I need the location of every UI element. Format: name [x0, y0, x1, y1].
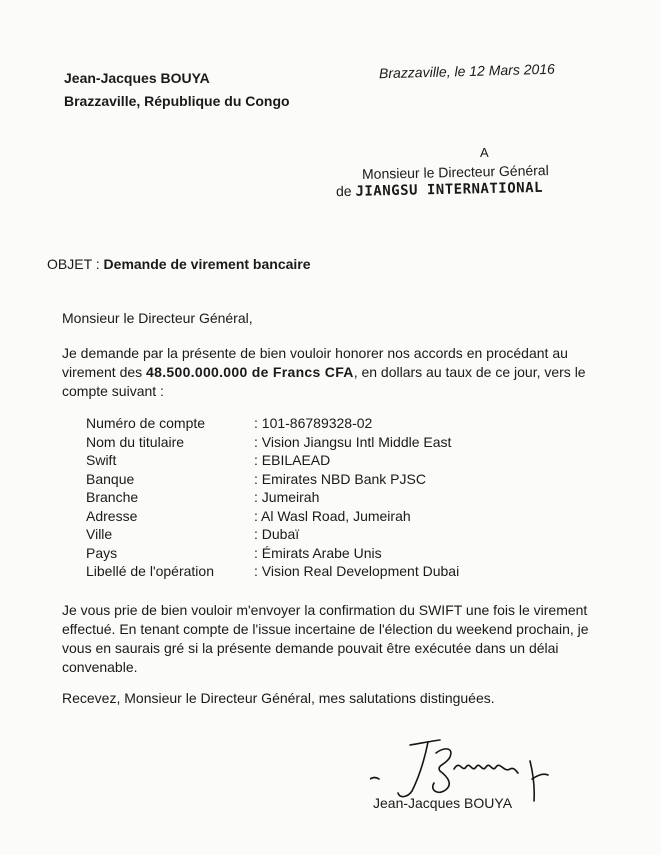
detail-label: Banque: [86, 470, 135, 487]
sender-name: Jean-Jacques BOUYA: [64, 70, 210, 86]
detail-row: [86, 562, 459, 581]
subject-line: [47, 256, 311, 272]
recipient-company: JIANGSU INTERNATIONAL: [355, 179, 544, 200]
place-date: Brazzaville, le 12 Mars 2016: [378, 60, 556, 82]
detail-value: : Al Wasl Road, Jumeirah: [254, 507, 411, 524]
recipient-title: Monsieur le Directeur Général: [361, 162, 549, 182]
detail-row: [86, 525, 459, 544]
account-details: [86, 414, 459, 581]
detail-row: [86, 414, 459, 433]
greeting: Monsieur le Directeur Général,: [62, 310, 253, 326]
detail-value: : Dubaï: [254, 526, 300, 542]
closing-salutation: Recevez, Monsieur le Directeur Général, mes salutations distinguées.: [62, 690, 495, 706]
detail-value: : Jumeirah: [254, 489, 320, 505]
detail-row: [86, 488, 459, 507]
detail-row: [86, 544, 459, 563]
detail-value: : Émirats Arabe Unis: [254, 544, 382, 561]
detail-row: [86, 433, 459, 452]
transfer-amount: 48.500.000.000 de Francs CFA: [146, 364, 354, 380]
paragraph-request-after: , en dollars au taux de ce jour, vers le compte suivant :: [62, 364, 586, 399]
signature-name: Jean-Jacques BOUYA: [373, 795, 513, 811]
detail-value: : Vision Real Development Dubai: [254, 563, 460, 579]
detail-label: Numéro de compte: [86, 415, 206, 431]
detail-label: Adresse: [86, 507, 138, 524]
paragraph-request: [62, 344, 602, 401]
sender-address: Brazzaville, République du Congo: [64, 93, 290, 109]
recipient-company-prefix: de: [335, 182, 356, 200]
detail-value: : Vision Jiangsu Intl Middle East: [254, 433, 452, 450]
detail-label: Pays: [86, 544, 118, 561]
recipient-prefix: A: [480, 145, 489, 160]
subject-text: Demande de virement bancaire: [103, 256, 311, 272]
detail-label: Ville: [86, 526, 113, 542]
detail-label: Branche: [86, 489, 139, 505]
recipient-company-line: [336, 179, 543, 200]
detail-value: : Emirates NBD Bank PJSC: [254, 470, 426, 487]
paragraph-confirmation: Je vous prie de bien vouloir m'envoyer la confirmation du SWIFT une fois le virement effectué. En tenant compte de l'issue incertaine de l'élection du weekend prochain, je vous en saurais gré si la présente demande pouvait être exécutée dans un délai convenable.: [62, 602, 589, 675]
paragraph-request-before: Je demande par la présente de bien vouloir honorer nos accords en procédant au virement des: [62, 345, 568, 380]
detail-row: [86, 470, 459, 489]
detail-label: Swift: [86, 452, 117, 468]
detail-row: [86, 451, 459, 470]
detail-label: Nom du titulaire: [86, 433, 185, 450]
detail-row: [86, 507, 459, 526]
subject-label: OBJET :: [47, 256, 104, 272]
detail-label: Libellé de l'opération: [86, 563, 214, 579]
detail-value: : EBILAEAD: [254, 452, 331, 468]
detail-value: : 101-86789328-02: [254, 415, 373, 431]
